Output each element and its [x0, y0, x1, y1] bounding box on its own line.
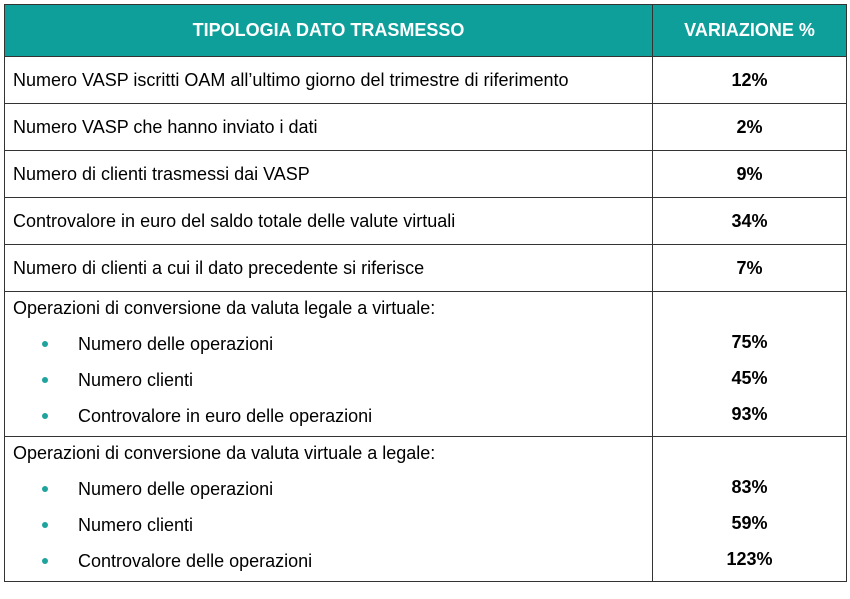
table-row — [5, 245, 847, 292]
list-item — [13, 398, 652, 434]
item-value: 45% — [731, 368, 768, 388]
table-row — [5, 104, 847, 151]
list-item — [13, 362, 652, 398]
header-row — [5, 5, 847, 57]
row-label: Numero VASP iscritti OAM all’ultimo giorno del trimestre di riferimento — [5, 57, 653, 104]
header-type: TIPOLOGIA DATO TRASMESSO — [5, 5, 653, 57]
row-value: 34% — [653, 198, 847, 245]
row-label: Numero di clienti trasmessi dai VASP — [5, 151, 653, 198]
group-row — [5, 292, 847, 437]
header-variation: VARIAZIONE % — [653, 5, 847, 57]
bullet-icon — [42, 341, 48, 347]
item-label: Numero delle operazioni — [78, 479, 274, 499]
item-label: Controvalore delle operazioni — [78, 551, 313, 571]
group-title: Operazioni di conversione da valuta legale a virtuale: — [13, 298, 436, 318]
bullet-icon — [42, 486, 48, 492]
group-values — [653, 437, 847, 582]
row-value: 12% — [653, 57, 847, 104]
item-label: Numero clienti — [78, 370, 194, 390]
group-cell — [5, 437, 653, 582]
bullet-icon — [42, 522, 48, 528]
list-item — [13, 326, 652, 362]
data-table — [4, 4, 847, 582]
item-value: 83% — [731, 477, 768, 497]
bullet-icon — [42, 377, 48, 383]
row-value: 7% — [653, 245, 847, 292]
table-row — [5, 57, 847, 104]
item-value: 75% — [731, 332, 768, 352]
bullet-icon — [42, 558, 48, 564]
item-value: 93% — [731, 404, 768, 424]
row-value: 9% — [653, 151, 847, 198]
item-label: Numero clienti — [78, 515, 194, 535]
item-label: Controvalore in euro delle operazioni — [78, 406, 373, 426]
list-item — [13, 507, 652, 543]
table-row — [5, 151, 847, 198]
list-item — [13, 471, 652, 507]
item-value: 59% — [731, 513, 768, 533]
row-value: 2% — [653, 104, 847, 151]
item-label: Numero delle operazioni — [78, 334, 274, 354]
group-cell — [5, 292, 653, 437]
row-label: Numero di clienti a cui il dato precedente si riferisce — [5, 245, 653, 292]
row-label: Controvalore in euro del saldo totale delle valute virtuali — [5, 198, 653, 245]
row-label: Numero VASP che hanno inviato i dati — [5, 104, 653, 151]
list-item — [13, 543, 652, 579]
bullet-icon — [42, 413, 48, 419]
item-value: 123% — [726, 549, 773, 569]
group-title: Operazioni di conversione da valuta virtuale a legale: — [13, 443, 436, 463]
group-row — [5, 437, 847, 582]
table-row — [5, 198, 847, 245]
group-values — [653, 292, 847, 437]
